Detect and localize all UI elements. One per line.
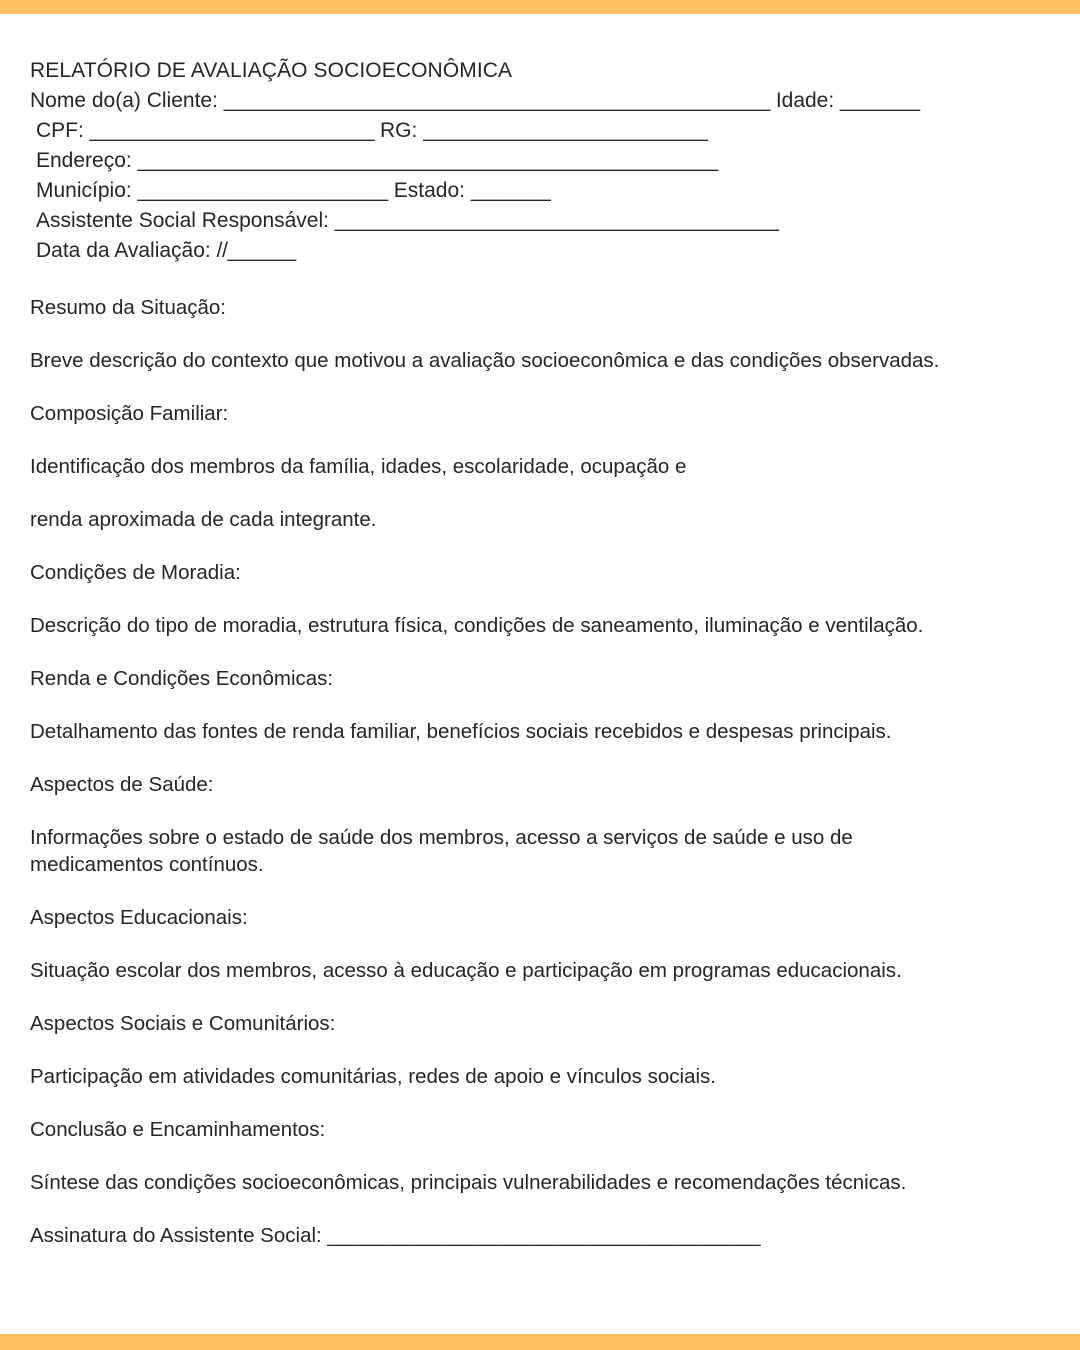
section-body-conclusao: Síntese das condições socioeconômicas, principais vulnerabilidades e recomendações técnicas. (30, 1171, 907, 1194)
section-body-aspectos-saude: Informações sobre o estado de saúde dos membros, acesso a serviços de saúde e uso de medicamentos contínuos. (30, 826, 853, 876)
section-body-condicoes-moradia: Descrição do tipo de moradia, estrutura física, condições de saneamento, iluminação e ventilação. (30, 614, 924, 637)
signature-label: Assinatura do Assistente Social: (30, 1224, 322, 1247)
top-decorative-band (0, 0, 1080, 14)
section-heading-resumo: Resumo da Situação: (30, 296, 227, 319)
field-rule-municipio[interactable]: ______________________ (137, 179, 388, 202)
field-label-cpf: CPF: (36, 119, 84, 142)
section-body-composicao-familiar-cont: renda aproximada de cada integrante. (30, 508, 377, 531)
section-heading-aspectos-educacionais: Aspectos Educacionais: (30, 906, 248, 929)
signature-line (30, 1222, 1010, 1249)
section-body-aspectos-sociais: Participação em atividades comunitárias, redes de apoio e vínculos sociais. (30, 1065, 716, 1088)
field-label-endereco: Endereço: (36, 149, 132, 172)
field-rule-idade[interactable]: _______ (840, 89, 920, 112)
field-label-municipio: Município: (36, 179, 132, 202)
section-heading-condicoes-moradia: Condições de Moradia: (30, 561, 241, 584)
field-rule-data-avaliacao[interactable]: //______ (216, 239, 296, 262)
field-row-nome (30, 86, 1010, 116)
document-content (0, 14, 1080, 1334)
field-rule-nome[interactable]: ________________________________________________ (223, 89, 770, 112)
section-heading-aspectos-saude: Aspectos de Saúde: (30, 773, 214, 796)
field-label-estado: Estado: (393, 179, 465, 202)
field-row-data-avaliacao (30, 236, 1010, 266)
page-title: RELATÓRIO DE AVALIAÇÃO SOCIOECONÔMICA (30, 59, 513, 82)
section-heading-renda-economicas: Renda e Condições Econômicas: (30, 667, 334, 690)
section-heading-composicao-familiar: Composição Familiar: (30, 402, 229, 425)
section-body-aspectos-educacionais: Situação escolar dos membros, acesso à educação e participação em programas educacionais. (30, 959, 902, 982)
field-row-assistente-social (30, 206, 1010, 236)
section-heading-conclusao: Conclusão e Encaminhamentos: (30, 1118, 326, 1141)
field-label-data-avaliacao: Data da Avaliação: (36, 239, 211, 262)
field-label-nome: Nome do(a) Cliente: (30, 89, 218, 112)
section-body-resumo: Breve descrição do contexto que motivou a avaliação socioeconômica e das condições observadas. (30, 349, 940, 372)
signature-rule[interactable]: _______________________________________ (327, 1224, 761, 1247)
field-rule-endereco[interactable]: ___________________________________________________ (137, 149, 718, 172)
client-fields (30, 86, 1010, 266)
field-label-assistente-social: Assistente Social Responsável: (36, 209, 329, 232)
section-body-composicao-familiar: Identificação dos membros da família, idades, escolaridade, ocupação e (30, 455, 687, 478)
field-rule-estado[interactable]: _______ (470, 179, 551, 202)
bottom-decorative-band (0, 1334, 1080, 1350)
field-row-endereco (30, 146, 1010, 176)
field-label-rg: RG: (380, 119, 418, 142)
section-heading-aspectos-sociais: Aspectos Sociais e Comunitários: (30, 1012, 336, 1035)
field-rule-rg[interactable]: _________________________ (423, 119, 708, 142)
field-row-municipio-estado (30, 176, 1010, 206)
field-row-cpf-rg (30, 116, 1010, 146)
field-rule-cpf[interactable]: _________________________ (89, 119, 375, 142)
field-rule-assistente-social[interactable]: _______________________________________ (334, 209, 779, 232)
field-label-idade: Idade: (775, 89, 835, 112)
section-body-renda-economicas: Detalhamento das fontes de renda familiar, benefícios sociais recebidos e despesas principais. (30, 720, 892, 743)
